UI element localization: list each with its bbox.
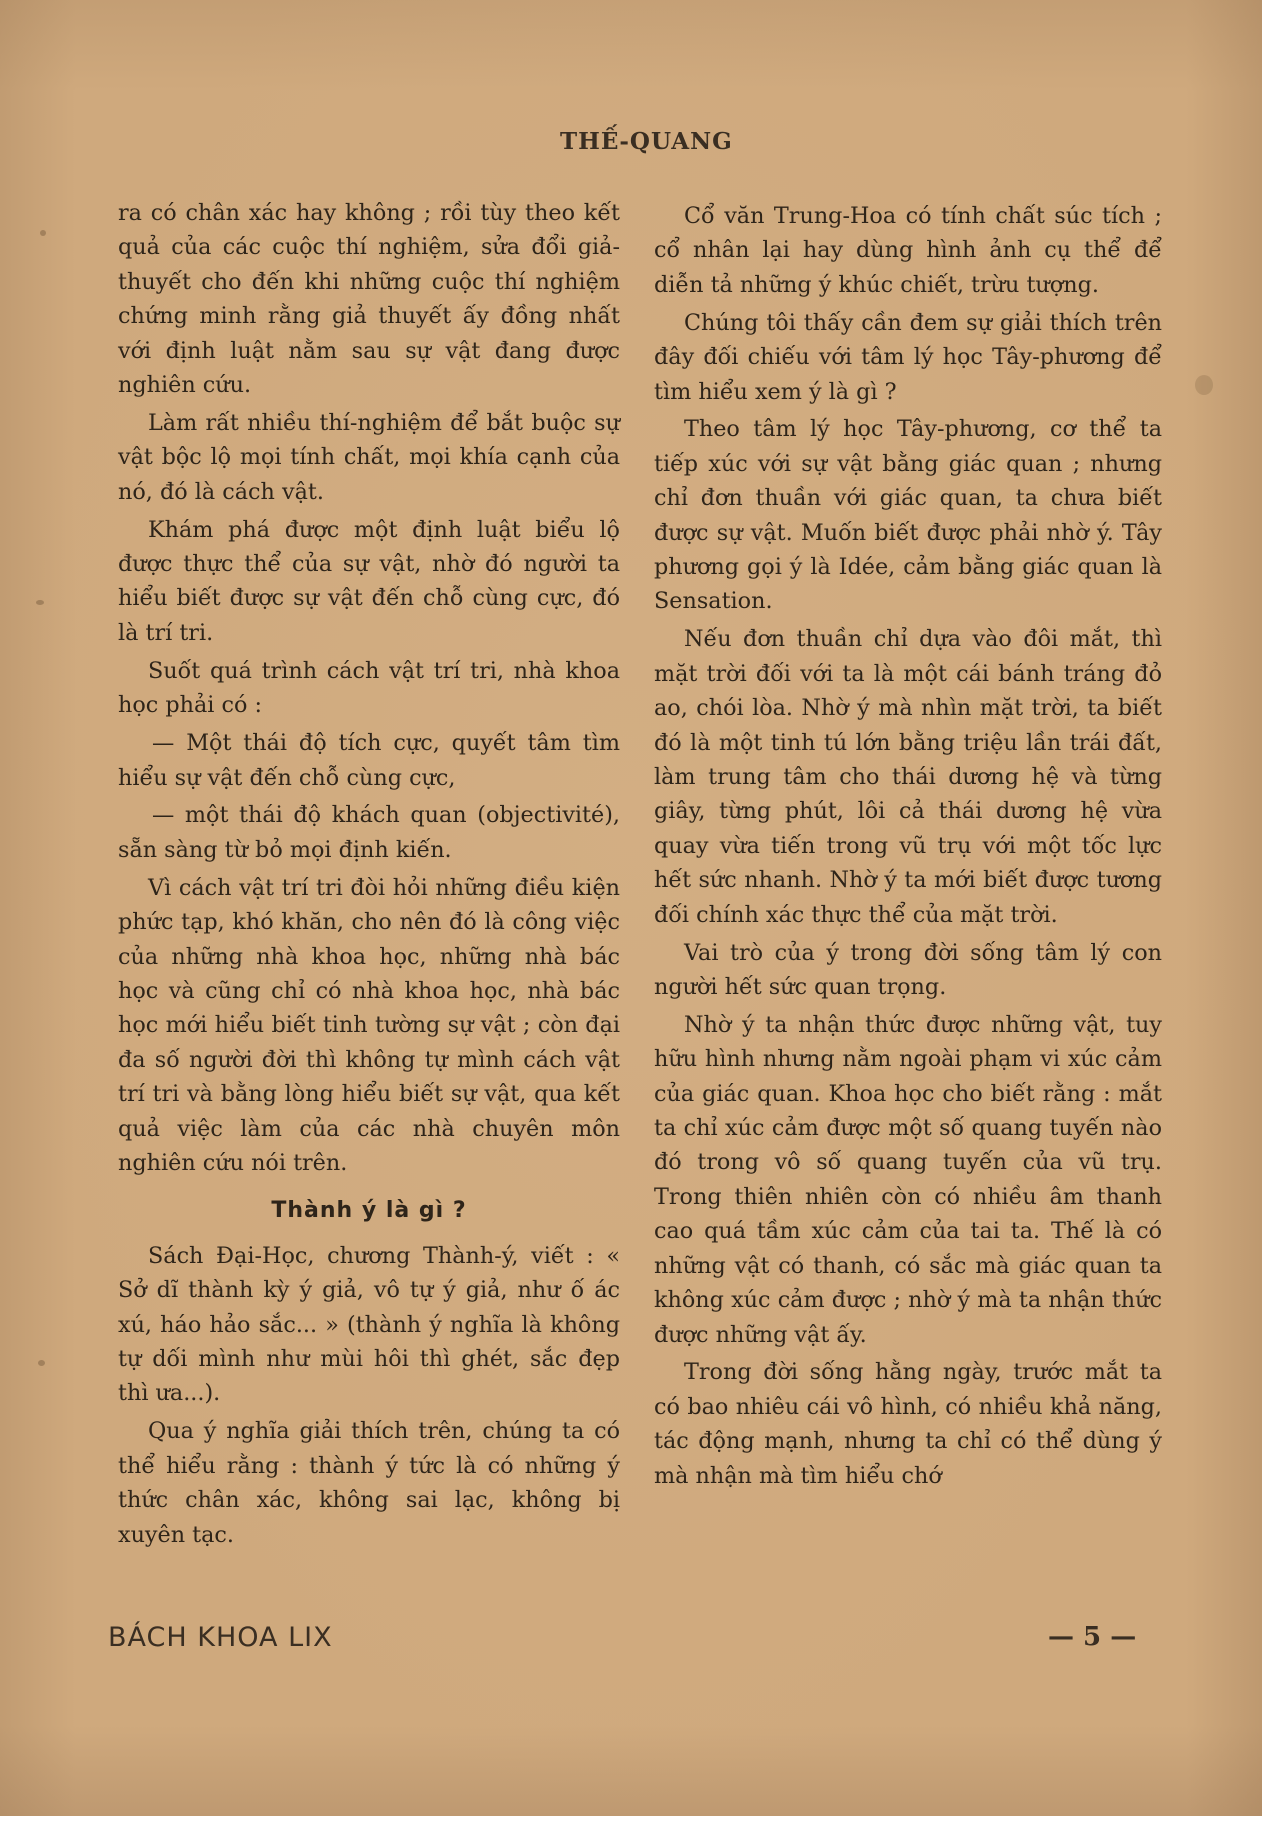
paragraph: Khám phá được một định luật biểu lộ được thực thể của sự vật, nhờ đó người ta hiểu biết được sự vật đến chỗ cùng cực, đó là trí tri. bbox=[118, 516, 620, 646]
running-head: THẾ-QUANG bbox=[560, 128, 733, 155]
paragraph: Nếu đơn thuần chỉ dựa vào đôi mắt, thì mặt trời đối với ta là một cái bánh tráng đỏ ao, chói lòa. Nhờ ý mà nhìn mặt trời, ta biết đó là một tinh tú lớn bằng triệu lần trái đất, làm trung tâm cho thái dương hệ và từng giây, từng phút, lôi cả thái dương hệ vừa quay vừa tiến trong vũ trụ với một tốc lực hết sức nhanh. Nhờ ý ta mới biết được tương đối chính xác thực thể của mặt trời. bbox=[654, 626, 1162, 928]
journal-title: BÁCH KHOA LIX bbox=[108, 1622, 333, 1653]
paragraph: — Một thái độ tích cực, quyết tâm tìm hiểu sự vật đến chỗ cùng cực, bbox=[118, 730, 620, 791]
right-column bbox=[654, 199, 1162, 1497]
paragraph: Qua ý nghĩa giải thích trên, chúng ta có thể hiểu rằng : thành ý tức là có những ý thức chân xác, không sai lạc, không bị xuyên tạc. bbox=[118, 1418, 620, 1548]
paper-stain bbox=[36, 600, 44, 605]
paragraph: Chúng tôi thấy cần đem sự giải thích trên đây đối chiếu với tâm lý học Tây-phương để tìm hiểu xem ý là gì ? bbox=[654, 309, 1162, 405]
paper-stain bbox=[38, 1360, 45, 1366]
paragraph: Theo tâm lý học Tây-phương, cơ thể ta tiếp xúc với sự vật bằng giác quan ; nhưng chỉ đơn thuần với giác quan, ta chưa biết được sự vật. Muốn biết được phải nhờ ý. Tây phương gọi ý là Idée, cảm bằng giác quan là Sensation. bbox=[654, 416, 1162, 615]
paragraph: Cổ văn Trung-Hoa có tính chất súc tích ; cổ nhân lại hay dùng hình ảnh cụ thể để diễn tả những ý khúc chiết, trừu tượng. bbox=[654, 203, 1162, 298]
paper-stain bbox=[40, 230, 46, 236]
paper-stain bbox=[1195, 375, 1213, 395]
paragraph: ra có chân xác hay không ; rồi tùy theo kết quả của các cuộc thí nghiệm, sửa đổi giả-thuyết cho đến khi những cuộc thí nghiệm chứng minh rằng giả thuyết ấy đồng nhất với định luật nằm sau sự vật đang được nghiên cứu. bbox=[118, 200, 620, 399]
left-column bbox=[118, 196, 620, 1555]
paragraph: Trong đời sống hằng ngày, trước mắt ta có bao nhiêu cái vô hình, có nhiều khả năng, tác động mạnh, nhưng ta chỉ có thể dùng ý mà nhận mà tìm hiểu chớ bbox=[654, 1359, 1162, 1489]
paragraph: Vai trò của ý trong đời sống tâm lý con người hết sức quan trọng. bbox=[654, 939, 1162, 1000]
page-number: — 5 — bbox=[1048, 1622, 1137, 1652]
paragraph: — một thái độ khách quan (objectivité), sẵn sàng từ bỏ mọi định kiến. bbox=[118, 802, 620, 863]
paragraph: Nhờ ý ta nhận thức được những vật, tuy hữu hình nhưng nằm ngoài phạm vi xúc cảm của giác quan. Khoa học cho biết rằng : mắt ta chỉ xúc cảm được một số quang tuyến nào đó trong vô số quang tuyến của vũ trụ. Trong thiên nhiên còn có nhiều âm thanh cao quá tầm xúc cảm của tai ta. Thế là có những vật có thanh, có sắc mà giác quan ta không xúc cảm được ; nhờ ý mà ta nhận thức được những vật ấy. bbox=[654, 1011, 1162, 1348]
section-heading: Thành ý là gì ? bbox=[271, 1198, 467, 1224]
paragraph: Sách Đại-Học, chương Thành-ý, viết : « Sở dĩ thành kỳ ý giả, vô tự ý giả, như ố ác xú, háo hảo sắc... » (thành ý nghĩa là không tự dối mình như mùi hôi thì ghét, sắc đẹp thì ưa...). bbox=[118, 1242, 620, 1407]
paragraph: Làm rất nhiều thí-nghiệm để bắt buộc sự vật bộc lộ mọi tính chất, mọi khía cạnh của nó, đó là cách vật. bbox=[118, 409, 620, 505]
paragraph: Vì cách vật trí tri đòi hỏi những điều kiện phức tạp, khó khăn, cho nên đó là công việc của những nhà khoa học, những nhà bác học và cũng chỉ có nhà khoa học, nhà bác học mới hiểu biết tinh tường sự vật ; còn đại đa số người đời thì không tự mình cách vật trí tri và bằng lòng hiểu biết sự vật, qua kết quả việc làm của các nhà chuyên môn nghiên cứu nói trên. bbox=[118, 874, 620, 1176]
paragraph: Suốt quá trình cách vật trí tri, nhà khoa học phải có : bbox=[118, 657, 620, 719]
